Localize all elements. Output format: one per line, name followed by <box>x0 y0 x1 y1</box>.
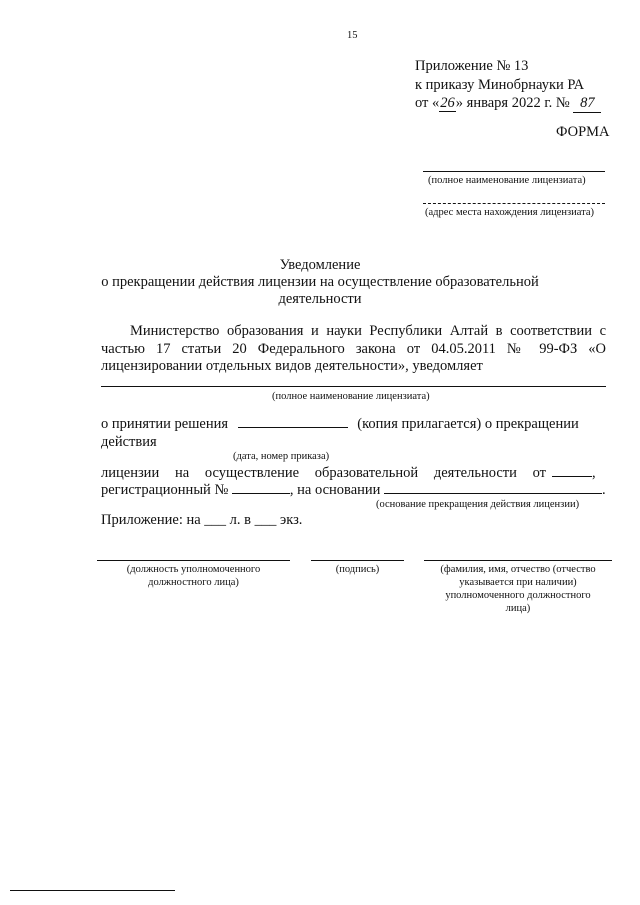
reg-end: . <box>602 482 606 498</box>
position-caption-2: должностного лица) <box>148 577 239 588</box>
licensee-name-line <box>423 171 605 172</box>
license-line-text: лицензии на осуществление образовательной деятельности от <box>101 465 546 481</box>
decision-date-blank[interactable] <box>238 427 348 428</box>
signature-line <box>311 560 404 561</box>
decision-prefix: о принятии решения <box>101 416 229 432</box>
order-date-prefix: от « <box>415 95 440 111</box>
order-number: 87 <box>573 95 601 113</box>
reg-mid: , на основании <box>289 482 381 498</box>
basis-caption: (основание прекращения действия лицензии) <box>376 499 580 510</box>
licensee-address-caption: (адрес места нахождения лицензиата) <box>425 207 595 218</box>
decision-line-2: действия <box>101 434 157 450</box>
title-line-3: деятельности <box>278 291 362 307</box>
licensee-fullname-caption: (полное наименование лицензиата) <box>272 391 430 402</box>
date-caption: (дата, номер приказа) <box>233 451 330 462</box>
name-caption-2: указывается при наличии) <box>459 577 577 588</box>
body-para1-line2: частью 17 статьи 20 Федерального закона от 04.05.2011 № 99-ФЗ «О <box>101 341 606 357</box>
title-line-2: о прекращении действия лицензии на осуществление образовательной <box>101 274 539 290</box>
order-date-mid: » января 2022 г. № <box>455 95 570 111</box>
basis-blank[interactable] <box>384 493 602 494</box>
reg-prefix: регистрационный № <box>101 482 229 498</box>
licensee-address-line <box>423 203 605 204</box>
footnote-separator <box>10 890 175 891</box>
signature-caption: (подпись) <box>335 564 380 575</box>
form-label: ФОРМА <box>556 124 610 140</box>
body-para1-line3: лицензировании отдельных видов деятельности», уведомляет <box>101 358 483 374</box>
body-para1-line1: Министерство образования и науки Республики Алтай в соответствии с <box>130 323 606 339</box>
order-reference: к приказу Минобрнауки РА <box>415 77 585 93</box>
order-day: 26 <box>440 95 455 111</box>
licensee-name-caption: (полное наименование лицензиата) <box>428 175 586 186</box>
name-caption-4: лица) <box>505 603 531 614</box>
decision-suffix: (копия прилагается) о прекращении <box>357 416 579 432</box>
title-line-1: Уведомление <box>279 257 361 273</box>
full-name-line <box>424 560 612 561</box>
reg-number-blank[interactable] <box>232 493 290 494</box>
registration-line <box>101 482 606 499</box>
position-line <box>97 560 290 561</box>
appendix-number: Приложение № 13 <box>415 58 529 74</box>
name-caption-3: уполномоченного должностного <box>445 590 591 601</box>
decision-line <box>101 416 606 433</box>
page-number: 15 <box>347 30 358 41</box>
license-line: лицензии на осуществление образовательной деятельности от , <box>101 465 596 481</box>
order-date-line <box>415 95 601 113</box>
license-date-blank[interactable] <box>552 476 592 477</box>
position-caption-1: (должность уполномоченного <box>126 564 261 575</box>
name-caption-1: (фамилия, имя, отчество (отчество <box>440 564 596 575</box>
attachment-line: Приложение: на ___ л. в ___ экз. <box>101 512 303 528</box>
licensee-fullname-line <box>101 386 606 387</box>
